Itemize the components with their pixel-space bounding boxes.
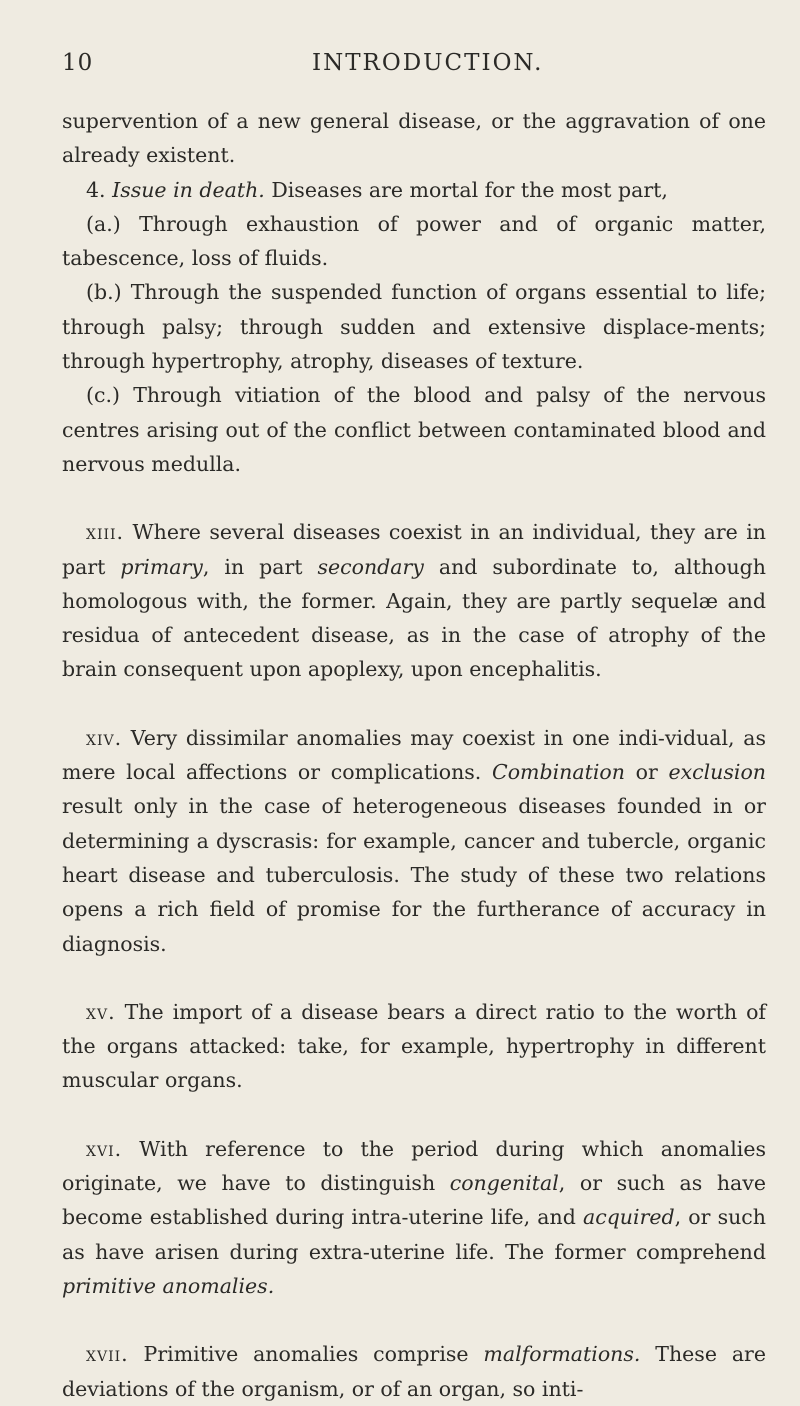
- paragraph: [62, 275, 766, 378]
- paragraph-lead: xiii.: [86, 520, 125, 545]
- italic-text: primary: [120, 554, 203, 579]
- italic-text: acquired: [582, 1205, 675, 1230]
- text-run: Through the suspended function of organs essential to life; through palsy; through sudden and extensive displace-ments; through hypertrophy, atrophy, diseases of texture.: [62, 280, 766, 374]
- text-run: , or such as have become established during intra-uterine life, and: [62, 1171, 766, 1230]
- paragraph: [62, 1132, 766, 1303]
- text-run: Where several diseases coexist in an individual, they are in part: [62, 520, 766, 579]
- text-run: and subordinate to, although homologous with, the former. Again, they are partly sequelæ and residua of antecedent disease, as in the case of atrophy of the brain consequent upon apoplexy, upon encephalitis.: [62, 554, 766, 682]
- text-run: result only in the case of heterogeneous diseases founded in or determining a dyscrasis: for example, cancer and tubercle, organic heart disease and tuberculosis. The study of these two relations opens a rich field of promise for the furtherance of accuracy in diagnosis.: [62, 794, 766, 956]
- paragraph-lead: (b.): [86, 280, 122, 305]
- running-head: [62, 50, 766, 90]
- paragraph: [62, 104, 766, 173]
- italic-text: secondary: [317, 554, 424, 579]
- body-text: [62, 104, 766, 1406]
- text-run: Through exhaustion of power and of organic matter, tabescence, loss of fluids.: [62, 211, 766, 271]
- text-run: Very dissimilar anomalies may coexist in one indi-vidual, as mere local affections or complications.: [62, 725, 766, 785]
- italic-text: exclusion: [668, 760, 766, 785]
- paragraph-lead: xvi.: [86, 1136, 123, 1161]
- paragraph-lead: xiv.: [86, 725, 123, 750]
- paragraph: [62, 721, 766, 961]
- paragraph-lead: (a.): [86, 211, 121, 236]
- text-run: These are deviations of the organism, or of an organ, so inti-: [62, 1342, 766, 1401]
- text-run: Through vitiation of the blood and palsy of the nervous centres arising out of the conflict between contaminated blood and nervous medulla.: [62, 383, 766, 476]
- paragraph-lead: (c.): [86, 383, 120, 408]
- page-number: 10: [62, 50, 94, 76]
- paragraph-lead: xvii.: [86, 1342, 129, 1367]
- paragraph: [62, 207, 766, 276]
- italic-text: Combination: [492, 760, 625, 785]
- text-run: or: [624, 760, 669, 785]
- paragraph-lead: xv.: [86, 999, 116, 1024]
- italic-text: Issue in death.: [112, 177, 265, 202]
- running-title: INTRODUCTION.: [312, 50, 544, 76]
- italic-text: congenital: [449, 1171, 559, 1196]
- text-run: Diseases are mortal for the most part,: [264, 177, 668, 202]
- text-run: supervention of a new general disease, or the aggravation of one already existent.: [62, 109, 766, 168]
- text-run: With reference to the period during which anomalies originate, we have to distinguish: [62, 1136, 766, 1196]
- paragraph: [62, 1337, 766, 1406]
- text-run: The import of a disease bears a direct ratio to the worth of the organs attacked: take, for example, hypertrophy in different muscular organs.: [62, 999, 766, 1093]
- text-run: Primitive anomalies comprise: [143, 1342, 484, 1367]
- paragraph: [62, 173, 766, 207]
- paragraph: [62, 378, 766, 481]
- paragraph: [62, 995, 766, 1098]
- italic-text: malformations.: [483, 1342, 641, 1367]
- text-run: , in part: [202, 554, 318, 579]
- paragraph-lead: 4.: [86, 177, 106, 202]
- italic-text: primitive anomalies.: [62, 1273, 275, 1298]
- paragraph: [62, 515, 766, 686]
- text-run: , or such as have arisen during extra-uterine life. The former comprehend: [62, 1205, 766, 1264]
